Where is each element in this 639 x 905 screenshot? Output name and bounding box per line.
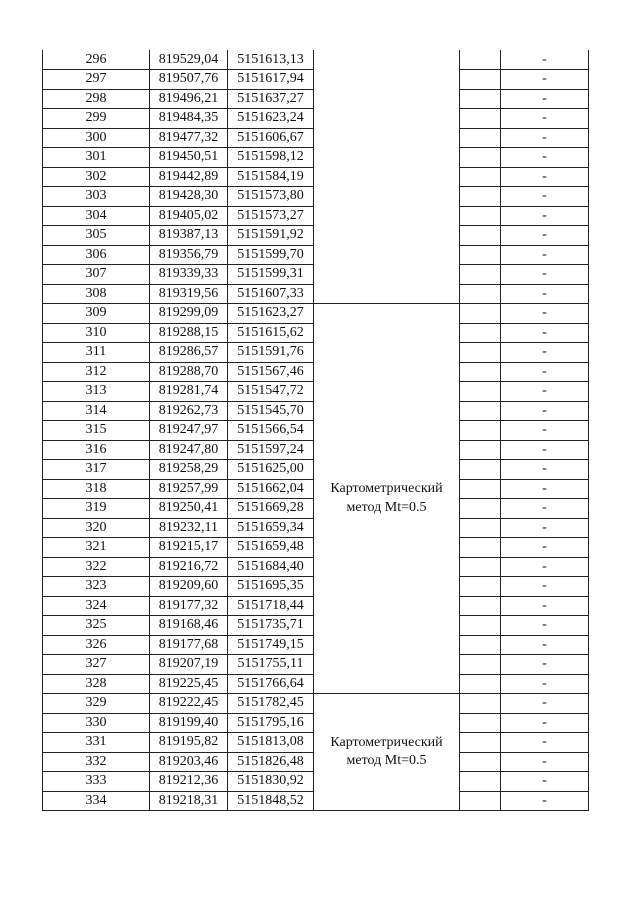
empty-cell xyxy=(460,694,501,714)
y-coordinate-cell: 5151617,94 xyxy=(228,70,314,90)
y-coordinate-cell: 5151597,24 xyxy=(228,440,314,460)
x-coordinate-cell: 819507,76 xyxy=(150,70,228,90)
y-coordinate-cell: 5151749,15 xyxy=(228,635,314,655)
empty-cell xyxy=(460,499,501,519)
point-number-cell: 296 xyxy=(43,50,150,70)
empty-cell xyxy=(460,50,501,70)
x-coordinate-cell: 819288,70 xyxy=(150,362,228,382)
note-cell: - xyxy=(501,128,589,148)
method-accuracy: метод Mt=0.5 xyxy=(346,753,427,768)
x-coordinate-cell: 819299,09 xyxy=(150,304,228,324)
empty-cell xyxy=(460,635,501,655)
point-number-cell: 299 xyxy=(43,109,150,129)
point-number-cell: 329 xyxy=(43,694,150,714)
note-cell: - xyxy=(501,772,589,792)
point-number-cell: 328 xyxy=(43,674,150,694)
empty-cell xyxy=(460,343,501,363)
point-number-cell: 327 xyxy=(43,655,150,675)
note-cell: - xyxy=(501,245,589,265)
y-coordinate-cell: 5151613,13 xyxy=(228,50,314,70)
table-row xyxy=(43,304,589,324)
y-coordinate-cell: 5151637,27 xyxy=(228,89,314,109)
point-number-cell: 320 xyxy=(43,518,150,538)
note-cell: - xyxy=(501,577,589,597)
note-cell: - xyxy=(501,635,589,655)
y-coordinate-cell: 5151848,52 xyxy=(228,791,314,811)
point-number-cell: 311 xyxy=(43,343,150,363)
x-coordinate-cell: 819218,31 xyxy=(150,791,228,811)
empty-cell xyxy=(460,460,501,480)
x-coordinate-cell: 819247,97 xyxy=(150,421,228,441)
y-coordinate-cell: 5151695,35 xyxy=(228,577,314,597)
point-number-cell: 314 xyxy=(43,401,150,421)
empty-cell xyxy=(460,167,501,187)
empty-cell xyxy=(460,479,501,499)
point-number-cell: 313 xyxy=(43,382,150,402)
point-number-cell: 305 xyxy=(43,226,150,246)
x-coordinate-cell: 819339,33 xyxy=(150,265,228,285)
point-number-cell: 309 xyxy=(43,304,150,324)
note-cell: - xyxy=(501,421,589,441)
y-coordinate-cell: 5151625,00 xyxy=(228,460,314,480)
point-number-cell: 322 xyxy=(43,557,150,577)
y-coordinate-cell: 5151766,64 xyxy=(228,674,314,694)
note-cell: - xyxy=(501,713,589,733)
x-coordinate-cell: 819177,68 xyxy=(150,635,228,655)
note-cell: - xyxy=(501,538,589,558)
method-cell xyxy=(314,304,460,694)
empty-cell xyxy=(460,616,501,636)
note-cell: - xyxy=(501,752,589,772)
coordinates-table xyxy=(42,50,589,811)
note-cell: - xyxy=(501,382,589,402)
note-cell: - xyxy=(501,479,589,499)
point-number-cell: 331 xyxy=(43,733,150,753)
y-coordinate-cell: 5151545,70 xyxy=(228,401,314,421)
point-number-cell: 302 xyxy=(43,167,150,187)
y-coordinate-cell: 5151830,92 xyxy=(228,772,314,792)
table-row xyxy=(43,50,589,70)
empty-cell xyxy=(460,148,501,168)
empty-cell xyxy=(460,89,501,109)
empty-cell xyxy=(460,187,501,207)
x-coordinate-cell: 819257,99 xyxy=(150,479,228,499)
y-coordinate-cell: 5151662,04 xyxy=(228,479,314,499)
note-cell: - xyxy=(501,791,589,811)
note-cell: - xyxy=(501,440,589,460)
point-number-cell: 321 xyxy=(43,538,150,558)
point-number-cell: 319 xyxy=(43,499,150,519)
empty-cell xyxy=(460,772,501,792)
y-coordinate-cell: 5151606,67 xyxy=(228,128,314,148)
x-coordinate-cell: 819262,73 xyxy=(150,401,228,421)
empty-cell xyxy=(460,362,501,382)
y-coordinate-cell: 5151607,33 xyxy=(228,284,314,304)
point-number-cell: 334 xyxy=(43,791,150,811)
y-coordinate-cell: 5151566,54 xyxy=(228,421,314,441)
point-number-cell: 323 xyxy=(43,577,150,597)
empty-cell xyxy=(460,674,501,694)
table-row xyxy=(43,694,589,714)
y-coordinate-cell: 5151755,11 xyxy=(228,655,314,675)
y-coordinate-cell: 5151813,08 xyxy=(228,733,314,753)
point-number-cell: 325 xyxy=(43,616,150,636)
empty-cell xyxy=(460,440,501,460)
note-cell: - xyxy=(501,616,589,636)
note-cell: - xyxy=(501,304,589,324)
point-number-cell: 330 xyxy=(43,713,150,733)
y-coordinate-cell: 5151795,16 xyxy=(228,713,314,733)
point-number-cell: 332 xyxy=(43,752,150,772)
note-cell: - xyxy=(501,674,589,694)
empty-cell xyxy=(460,538,501,558)
x-coordinate-cell: 819319,56 xyxy=(150,284,228,304)
x-coordinate-cell: 819250,41 xyxy=(150,499,228,519)
y-coordinate-cell: 5151782,45 xyxy=(228,694,314,714)
y-coordinate-cell: 5151659,48 xyxy=(228,538,314,558)
method-name: Картометрический xyxy=(330,481,443,497)
empty-cell xyxy=(460,206,501,226)
y-coordinate-cell: 5151573,27 xyxy=(228,206,314,226)
x-coordinate-cell: 819281,74 xyxy=(150,382,228,402)
method-accuracy: метод Mt=0.5 xyxy=(346,499,427,515)
y-coordinate-cell: 5151599,70 xyxy=(228,245,314,265)
x-coordinate-cell: 819207,19 xyxy=(150,655,228,675)
note-cell: - xyxy=(501,323,589,343)
note-cell: - xyxy=(501,343,589,363)
empty-cell xyxy=(460,304,501,324)
point-number-cell: 324 xyxy=(43,596,150,616)
empty-cell xyxy=(460,109,501,129)
x-coordinate-cell: 819216,72 xyxy=(150,557,228,577)
point-number-cell: 333 xyxy=(43,772,150,792)
empty-cell xyxy=(460,791,501,811)
point-number-cell: 316 xyxy=(43,440,150,460)
empty-cell xyxy=(460,557,501,577)
note-cell: - xyxy=(501,89,589,109)
note-cell: - xyxy=(501,187,589,207)
x-coordinate-cell: 819450,51 xyxy=(150,148,228,168)
point-number-cell: 298 xyxy=(43,89,150,109)
note-cell: - xyxy=(501,167,589,187)
empty-cell xyxy=(460,518,501,538)
x-coordinate-cell: 819258,29 xyxy=(150,460,228,480)
x-coordinate-cell: 819203,46 xyxy=(150,752,228,772)
note-cell: - xyxy=(501,694,589,714)
note-cell: - xyxy=(501,460,589,480)
x-coordinate-cell: 819387,13 xyxy=(150,226,228,246)
x-coordinate-cell: 819288,15 xyxy=(150,323,228,343)
x-coordinate-cell: 819496,21 xyxy=(150,89,228,109)
method-cell xyxy=(314,50,460,304)
x-coordinate-cell: 819484,35 xyxy=(150,109,228,129)
method-name: Картометрический xyxy=(330,734,443,750)
y-coordinate-cell: 5151599,31 xyxy=(228,265,314,285)
y-coordinate-cell: 5151598,12 xyxy=(228,148,314,168)
note-cell: - xyxy=(501,518,589,538)
empty-cell xyxy=(460,70,501,90)
y-coordinate-cell: 5151584,19 xyxy=(228,167,314,187)
empty-cell xyxy=(460,421,501,441)
empty-cell xyxy=(460,226,501,246)
point-number-cell: 317 xyxy=(43,460,150,480)
x-coordinate-cell: 819177,32 xyxy=(150,596,228,616)
point-number-cell: 307 xyxy=(43,265,150,285)
x-coordinate-cell: 819212,36 xyxy=(150,772,228,792)
empty-cell xyxy=(460,713,501,733)
x-coordinate-cell: 819209,60 xyxy=(150,577,228,597)
note-cell: - xyxy=(501,148,589,168)
x-coordinate-cell: 819222,45 xyxy=(150,694,228,714)
x-coordinate-cell: 819225,45 xyxy=(150,674,228,694)
note-cell: - xyxy=(501,265,589,285)
point-number-cell: 310 xyxy=(43,323,150,343)
empty-cell xyxy=(460,265,501,285)
x-coordinate-cell: 819477,32 xyxy=(150,128,228,148)
empty-cell xyxy=(460,323,501,343)
x-coordinate-cell: 819405,02 xyxy=(150,206,228,226)
empty-cell xyxy=(460,128,501,148)
point-number-cell: 315 xyxy=(43,421,150,441)
point-number-cell: 312 xyxy=(43,362,150,382)
empty-cell xyxy=(460,655,501,675)
note-cell: - xyxy=(501,401,589,421)
x-coordinate-cell: 819215,17 xyxy=(150,538,228,558)
method-cell xyxy=(314,694,460,811)
note-cell: - xyxy=(501,362,589,382)
note-cell: - xyxy=(501,733,589,753)
note-cell: - xyxy=(501,70,589,90)
y-coordinate-cell: 5151718,44 xyxy=(228,596,314,616)
point-number-cell: 300 xyxy=(43,128,150,148)
empty-cell xyxy=(460,596,501,616)
empty-cell xyxy=(460,245,501,265)
empty-cell xyxy=(460,401,501,421)
y-coordinate-cell: 5151623,24 xyxy=(228,109,314,129)
x-coordinate-cell: 819168,46 xyxy=(150,616,228,636)
empty-cell xyxy=(460,752,501,772)
x-coordinate-cell: 819199,40 xyxy=(150,713,228,733)
y-coordinate-cell: 5151735,71 xyxy=(228,616,314,636)
point-number-cell: 301 xyxy=(43,148,150,168)
point-number-cell: 306 xyxy=(43,245,150,265)
x-coordinate-cell: 819247,80 xyxy=(150,440,228,460)
y-coordinate-cell: 5151684,40 xyxy=(228,557,314,577)
y-coordinate-cell: 5151573,80 xyxy=(228,187,314,207)
point-number-cell: 297 xyxy=(43,70,150,90)
note-cell: - xyxy=(501,596,589,616)
y-coordinate-cell: 5151659,34 xyxy=(228,518,314,538)
empty-cell xyxy=(460,733,501,753)
x-coordinate-cell: 819428,30 xyxy=(150,187,228,207)
y-coordinate-cell: 5151591,76 xyxy=(228,343,314,363)
x-coordinate-cell: 819286,57 xyxy=(150,343,228,363)
x-coordinate-cell: 819529,04 xyxy=(150,50,228,70)
note-cell: - xyxy=(501,226,589,246)
empty-cell xyxy=(460,382,501,402)
point-number-cell: 326 xyxy=(43,635,150,655)
note-cell: - xyxy=(501,557,589,577)
point-number-cell: 303 xyxy=(43,187,150,207)
y-coordinate-cell: 5151567,46 xyxy=(228,362,314,382)
x-coordinate-cell: 819195,82 xyxy=(150,733,228,753)
point-number-cell: 318 xyxy=(43,479,150,499)
x-coordinate-cell: 819232,11 xyxy=(150,518,228,538)
note-cell: - xyxy=(501,50,589,70)
x-coordinate-cell: 819442,89 xyxy=(150,167,228,187)
empty-cell xyxy=(460,284,501,304)
x-coordinate-cell: 819356,79 xyxy=(150,245,228,265)
coordinates-table-body xyxy=(43,50,589,811)
note-cell: - xyxy=(501,284,589,304)
note-cell: - xyxy=(501,109,589,129)
y-coordinate-cell: 5151615,62 xyxy=(228,323,314,343)
note-cell: - xyxy=(501,499,589,519)
point-number-cell: 308 xyxy=(43,284,150,304)
note-cell: - xyxy=(501,655,589,675)
y-coordinate-cell: 5151547,72 xyxy=(228,382,314,402)
y-coordinate-cell: 5151591,92 xyxy=(228,226,314,246)
empty-cell xyxy=(460,577,501,597)
point-number-cell: 304 xyxy=(43,206,150,226)
y-coordinate-cell: 5151826,48 xyxy=(228,752,314,772)
y-coordinate-cell: 5151623,27 xyxy=(228,304,314,324)
note-cell: - xyxy=(501,206,589,226)
y-coordinate-cell: 5151669,28 xyxy=(228,499,314,519)
